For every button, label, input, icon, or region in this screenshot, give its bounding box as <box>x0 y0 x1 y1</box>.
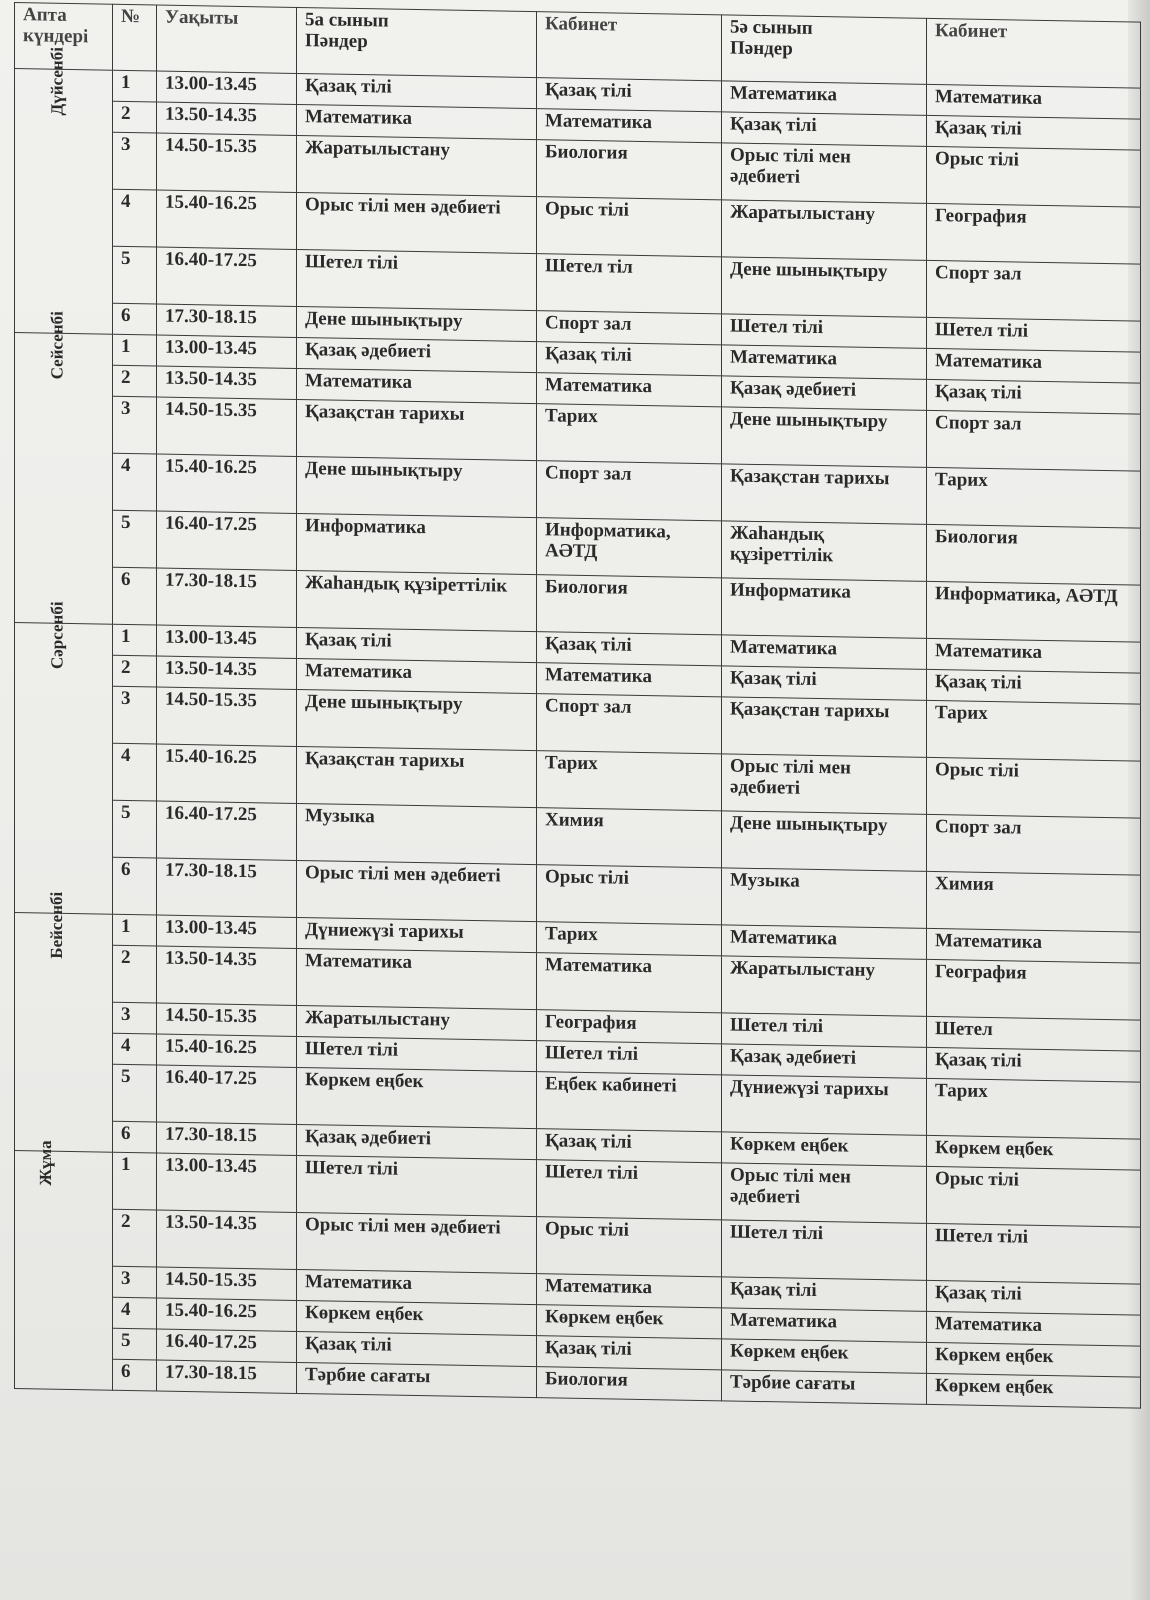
subject-b: Жаратылыстану <box>722 200 927 261</box>
room-b: Математика <box>927 1311 1141 1346</box>
room-a: Спорт зал <box>537 694 722 754</box>
day-cell <box>15 601 113 915</box>
lesson-number: 6 <box>113 567 157 625</box>
subject-a: Математика <box>297 368 537 403</box>
lesson-number: 2 <box>113 101 157 133</box>
room-b: Орыс тілі <box>927 146 1141 207</box>
subject-b: Қазақ тілі <box>722 666 927 701</box>
lesson-number: 4 <box>113 1297 157 1329</box>
lesson-time: 16.40-17.25 <box>157 801 297 860</box>
room-a: Қазақ тілі <box>537 632 722 666</box>
subject-b: Дүниежүзі тарихы <box>722 1075 927 1136</box>
lesson-time: 16.40-17.25 <box>157 247 297 306</box>
lesson-number: 6 <box>113 1121 157 1153</box>
subject-a: Дене шынықтыру <box>297 306 537 341</box>
room-b: Шетел <box>927 1016 1141 1051</box>
lesson-time: 16.40-17.25 <box>157 511 297 570</box>
room-b: Орыс тілі <box>927 1166 1141 1227</box>
subject-a: Математика <box>297 1269 537 1304</box>
subject-a: Көркем еңбек <box>297 1067 537 1128</box>
lesson-time: 15.40-16.25 <box>157 190 297 249</box>
subject-b: Информатика <box>722 578 927 639</box>
lesson-time: 13.50-14.35 <box>157 102 297 135</box>
subject-b: Дене шынықтыру <box>722 257 927 318</box>
room-a: Еңбек кабинеті <box>537 1072 722 1132</box>
lesson-number: 4 <box>113 743 157 801</box>
header-class-b <box>722 15 927 85</box>
subject-b: Шетел тілі <box>722 314 927 349</box>
room-b: Көркем еңбек <box>927 1135 1141 1170</box>
subject-b: Орыс тілі мен әдебиеті <box>722 754 927 815</box>
lesson-time: 13.50-14.35 <box>157 946 297 1005</box>
subject-a: Орыс тілі мен әдебиеті <box>297 1212 537 1273</box>
day-label: Бейсенбі <box>46 891 66 959</box>
subject-b: Музыка <box>722 868 927 929</box>
room-b: Қазақ тілі <box>927 669 1141 704</box>
subject-a: Дене шынықтыру <box>297 456 537 517</box>
room-b: Тарих <box>927 467 1141 528</box>
lesson-number: 2 <box>113 945 157 1003</box>
subject-b: Орыс тілі мен әдебиеті <box>722 1163 927 1224</box>
header-room-b: Кабинет <box>927 18 1141 88</box>
header-days: Апта күндері <box>15 3 113 71</box>
lesson-time: 17.30-18.15 <box>157 568 297 627</box>
subject-a: Қазақ әдебиеті <box>297 337 537 372</box>
room-a: География <box>537 1010 722 1044</box>
room-b: Қазақ тілі <box>927 115 1141 150</box>
subject-a: Қазақ әдебиеті <box>297 1124 537 1159</box>
room-b: Математика <box>927 348 1141 383</box>
subject-b: Қазақ тілі <box>722 1277 927 1312</box>
subject-a: Көркем еңбек <box>297 1300 537 1335</box>
subject-b: Шетел тілі <box>722 1220 927 1281</box>
subject-b: Математика <box>722 635 927 670</box>
subject-b: Қазақстан тарихы <box>722 697 927 758</box>
room-a: Қазақ тілі <box>537 1129 722 1163</box>
lesson-time: 13.00-13.45 <box>157 625 297 658</box>
lesson-number: 1 <box>113 1152 157 1210</box>
subject-a: Қазақстан тарихы <box>297 746 537 807</box>
lesson-number: 4 <box>113 189 157 247</box>
room-b: Қазақ тілі <box>927 379 1141 414</box>
room-a: Көркем еңбек <box>537 1305 722 1339</box>
day-label: Жұма <box>36 1140 56 1186</box>
subject-b: Математика <box>722 1308 927 1343</box>
lesson-time: 15.40-16.25 <box>157 454 297 513</box>
header-class-a-title: 5а сынып <box>305 9 389 32</box>
room-a: Қазақ тілі <box>537 1336 722 1370</box>
header-class-b-subjects: Пәндер <box>730 37 793 60</box>
lesson-number: 5 <box>113 1328 157 1360</box>
room-a: Шетел тілі <box>537 1160 722 1220</box>
day-cell <box>15 46 113 335</box>
room-a: Математика <box>537 373 722 407</box>
header-room-a: Кабинет <box>537 12 722 81</box>
day-cell <box>15 311 113 625</box>
room-a: Химия <box>537 808 722 868</box>
room-b: Биология <box>927 524 1141 585</box>
subject-b: Дене шынықтыру <box>722 811 927 872</box>
room-b: Математика <box>927 928 1141 963</box>
room-a: Информатика, АӘТД <box>537 518 722 578</box>
lesson-number: 1 <box>113 624 157 656</box>
subject-b: Математика <box>722 925 927 960</box>
lesson-number: 3 <box>113 1266 157 1298</box>
subject-a: Математика <box>297 104 537 139</box>
room-b: Көркем еңбек <box>927 1342 1141 1377</box>
room-a: Биология <box>537 140 722 200</box>
lesson-time: 17.30-18.15 <box>157 1360 297 1393</box>
day-label: Сәрсенбі <box>47 601 67 670</box>
lesson-number: 1 <box>113 334 157 366</box>
subject-a: Орыс тілі мен әдебиеті <box>297 860 537 921</box>
lesson-number: 5 <box>113 800 157 858</box>
lesson-number: 2 <box>113 1209 157 1267</box>
room-a: Орыс тілі <box>537 197 722 257</box>
subject-b: Орыс тілі мен әдебиеті <box>722 143 927 204</box>
subject-a: Музыка <box>297 803 537 864</box>
lesson-number: 3 <box>113 1002 157 1034</box>
lesson-time: 14.50-15.35 <box>157 1003 297 1036</box>
subject-a: Қазақ тілі <box>297 1331 537 1366</box>
room-a: Математика <box>537 109 722 143</box>
subject-a: Қазақстан тарихы <box>297 399 537 460</box>
lesson-number: 6 <box>113 857 157 915</box>
timetable <box>14 2 1141 1409</box>
subject-a: Информатика <box>297 513 537 574</box>
room-b: Орыс тілі <box>927 757 1141 818</box>
subject-a: Тәрбие сағаты <box>297 1362 537 1397</box>
lesson-time: 15.40-16.25 <box>157 1298 297 1331</box>
subject-a: Қазақ тілі <box>297 73 537 108</box>
lesson-time: 13.00-13.45 <box>157 71 297 104</box>
lesson-number: 2 <box>113 655 157 687</box>
lesson-number: 4 <box>113 1033 157 1065</box>
subject-b: Көркем еңбек <box>722 1339 927 1374</box>
day-cell <box>15 891 113 1153</box>
room-b: География <box>927 203 1141 264</box>
day-label: Дүйсенбі <box>47 46 67 116</box>
subject-b: Шетел тілі <box>722 1013 927 1048</box>
room-a: Биология <box>537 1367 722 1401</box>
lesson-number: 1 <box>113 914 157 946</box>
room-a: Орыс тілі <box>537 1217 722 1277</box>
room-b: Информатика, АӘТД <box>927 581 1141 642</box>
header-num: № <box>113 4 157 71</box>
lesson-time: 17.30-18.15 <box>157 1122 297 1155</box>
room-a: Спорт зал <box>537 461 722 521</box>
header-class-a <box>297 7 537 77</box>
subject-a: Орыс тілі мен әдебиеті <box>297 192 537 253</box>
subject-a: Дене шынықтыру <box>297 689 537 750</box>
lesson-number: 5 <box>113 510 157 568</box>
lesson-time: 14.50-15.35 <box>157 133 297 192</box>
subject-b: Қазақ әдебиеті <box>722 1044 927 1079</box>
lesson-time: 14.50-15.35 <box>157 687 297 746</box>
lesson-number: 2 <box>113 365 157 397</box>
room-b: Шетел тілі <box>927 1223 1141 1284</box>
room-a: Шетел тіл <box>537 254 722 314</box>
subject-b: Қазақ әдебиеті <box>722 376 927 411</box>
header-time: Уақыты <box>157 5 297 73</box>
header-class-b-title: 5ә сынып <box>730 16 813 39</box>
room-b: Шетел тілі <box>927 317 1141 352</box>
subject-a: Қазақ тілі <box>297 627 537 662</box>
lesson-number: 5 <box>113 1064 157 1122</box>
subject-b: Көркем еңбек <box>722 1132 927 1167</box>
lesson-time: 16.40-17.25 <box>157 1065 297 1124</box>
lesson-number: 5 <box>113 246 157 304</box>
lesson-time: 13.00-13.45 <box>157 335 297 368</box>
subject-b: Қазақ тілі <box>722 112 927 147</box>
subject-a: Дүниежүзі тарихы <box>297 917 537 952</box>
subject-b: Математика <box>722 81 927 116</box>
lesson-time: 17.30-18.15 <box>157 304 297 337</box>
room-a: Математика <box>537 953 722 1013</box>
room-b: Химия <box>927 871 1141 932</box>
subject-a: Математика <box>297 658 537 693</box>
subject-b: Жаһандық құзіреттілік <box>722 521 927 582</box>
subject-a: Шетел тілі <box>297 1036 537 1071</box>
lesson-number: 4 <box>113 453 157 511</box>
room-a: Биология <box>537 575 722 635</box>
lesson-time: 15.40-16.25 <box>157 1034 297 1067</box>
lesson-time: 13.50-14.35 <box>157 656 297 689</box>
subject-a: Жаратылыстану <box>297 1005 537 1040</box>
lesson-time: 13.50-14.35 <box>157 1210 297 1269</box>
room-a: Спорт зал <box>537 311 722 345</box>
lesson-time: 13.00-13.45 <box>157 1153 297 1212</box>
lesson-number: 3 <box>113 132 157 190</box>
lesson-number: 3 <box>113 686 157 744</box>
room-b: Математика <box>927 638 1141 673</box>
subject-b: Қазақстан тарихы <box>722 464 927 525</box>
lesson-number: 6 <box>113 1359 157 1391</box>
subject-a: Шетел тілі <box>297 249 537 310</box>
day-cell <box>15 1140 113 1391</box>
room-b: Математика <box>927 84 1141 119</box>
room-b: Спорт зал <box>927 410 1141 471</box>
room-a: Шетел тілі <box>537 1041 722 1075</box>
subject-b: Дене шынықтыру <box>722 407 927 468</box>
room-b: Қазақ тілі <box>927 1047 1141 1082</box>
lesson-number: 3 <box>113 396 157 454</box>
room-b: Көркем еңбек <box>927 1373 1141 1408</box>
room-b: Тарих <box>927 1078 1141 1139</box>
room-b: Қазақ тілі <box>927 1280 1141 1315</box>
day-label: Сейсенбі <box>47 311 67 380</box>
lesson-time: 15.40-16.25 <box>157 744 297 803</box>
lesson-time: 17.30-18.15 <box>157 858 297 917</box>
lesson-time: 13.50-14.35 <box>157 366 297 399</box>
subject-a: Жаратылыстану <box>297 135 537 196</box>
header-class-a-subjects: Пәндер <box>305 30 368 53</box>
room-b: Спорт зал <box>927 814 1141 875</box>
subject-a: Жаһандық құзіреттілік <box>297 570 537 631</box>
room-a: Тарих <box>537 751 722 811</box>
subject-a: Математика <box>297 948 537 1009</box>
subject-a: Шетел тілі <box>297 1155 537 1216</box>
lesson-number: 1 <box>113 70 157 102</box>
lesson-time: 13.00-13.45 <box>157 915 297 948</box>
room-a: Орыс тілі <box>537 865 722 925</box>
subject-b: Тәрбие сағаты <box>722 1370 927 1405</box>
room-a: Қазақ тілі <box>537 342 722 376</box>
room-a: Математика <box>537 663 722 697</box>
lesson-time: 16.40-17.25 <box>157 1329 297 1362</box>
lesson-time: 14.50-15.35 <box>157 397 297 456</box>
subject-b: Жаратылыстану <box>722 956 927 1017</box>
lesson-time: 14.50-15.35 <box>157 1267 297 1300</box>
room-b: Тарих <box>927 700 1141 761</box>
room-a: Қазақ тілі <box>537 78 722 112</box>
room-a: Тарих <box>537 922 722 956</box>
room-b: География <box>927 959 1141 1020</box>
room-a: Тарих <box>537 404 722 464</box>
lesson-number: 6 <box>113 303 157 335</box>
subject-b: Математика <box>722 345 927 380</box>
room-a: Математика <box>537 1274 722 1308</box>
room-b: Спорт зал <box>927 260 1141 321</box>
